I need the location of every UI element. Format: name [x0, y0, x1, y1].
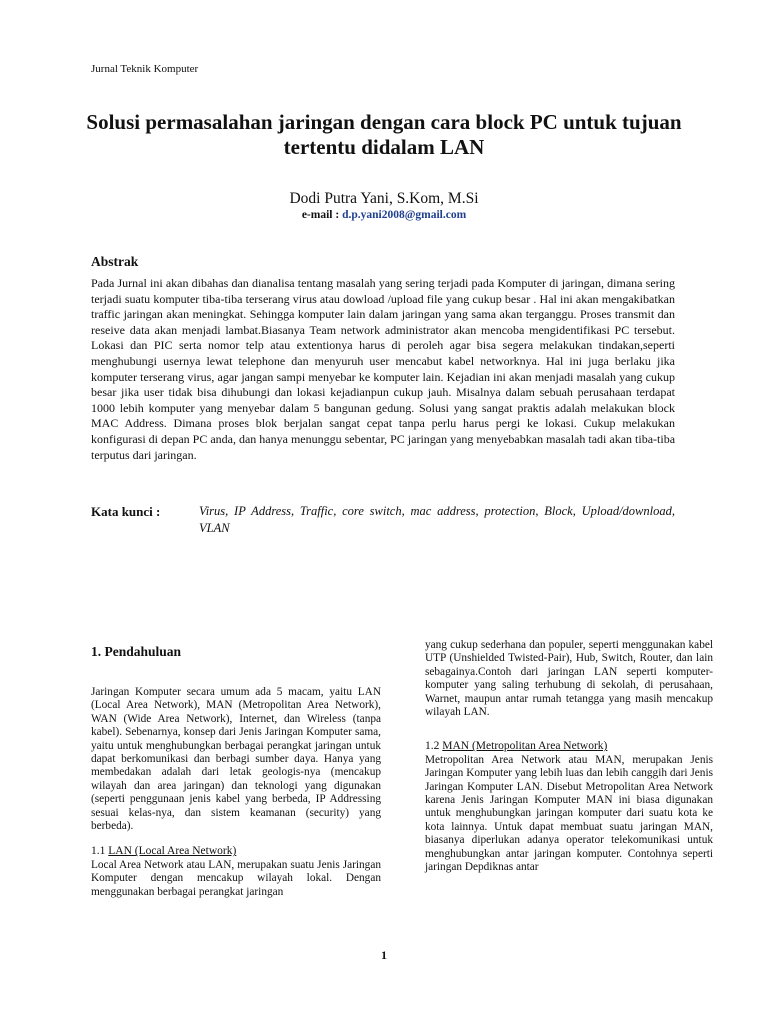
- running-header: Jurnal Teknik Komputer: [91, 63, 199, 75]
- paper-title: Solusi permasalahan jaringan dengan cara block PC untuk tujuan tertentu didalam LAN: [86, 110, 682, 159]
- abstract-body: Pada Jurnal ini akan dibahas dan dianalisa tentang masalah yang sering terjadi pada Komputer di jaringan, dimana sering terjadi suatu komputer tiba-tiba terserang virus atau dowload /upload file yang cukup besar . Hal ini akan mengakibatkan traffic jaringan akan meningkat. Sehingga komputer lain dalam jaringan yang sama akan terganggu. Proses transmit dan reseive data akan menjadi lambat.Biasanya Team network administrator akan mencoba mengidentifikasi PC tersebut. Lokasi dan PIC serta nomor telp atau extentionya harus di peroleh agar bisa segera melakukan tindakan,seperti menghubungi usernya lewat telephone dan menyuruh user mencabut kabel networknya. Hal ini juga berlaku jika komputer terserang virus, agar jangan sampi menyebar ke komputer lain. Kejadian ini akan menjadi masalah yang cukup besar jika user tidak bisa dihubungi dan lokasi kejadianpun cukup jauh. Misalnya dalam sebuah perusahaan terdapat 1000 lebih komputer yang menyebar dalam 5 bangunan gedung. Solusi yang sangat praktis adalah melakukan block MAC Address. Dimana proses blok berjalan sangat cepat tanpa perlu harus pergi ke lokasi. Cukup melakukan konfigurasi di depan PC anda, dan hanya menunggu sebentar, PC jaringan yang menyebabkan masalah tadi akan tiba-tiba terputus dari jaringan.: [91, 276, 676, 462]
- lan-paragraph-part1: Local Area Network atau LAN, merupakan suatu Jenis Jaringan Komputer dengan mencakup wilayah lokal. Dengan menggunakan berbagai perangkat jaringan: [91, 858, 381, 898]
- keywords-label: Kata kunci :: [91, 504, 161, 519]
- subsection-number: 1.2: [425, 740, 440, 753]
- author-email: [60, 208, 708, 222]
- subsection-heading-man: [425, 740, 713, 753]
- email-label: e-mail :: [301, 209, 343, 221]
- subsection-title: MAN (Metropolitan Area Network): [442, 740, 608, 753]
- abstract-heading: Abstrak: [91, 254, 139, 269]
- subsection-heading-lan: [91, 845, 381, 858]
- subsection-title: LAN (Local Area Network): [108, 845, 237, 858]
- left-column: [91, 640, 381, 899]
- author-name: Dodi Putra Yani, S.Kom, M.Si: [289, 190, 479, 207]
- section-heading: 1. Pendahuluan: [91, 644, 182, 659]
- keywords-values: Virus, IP Address, Traffic, core switch, mac address, protection, Block, Upload/download, VLAN: [199, 504, 675, 535]
- page-number: 1: [381, 948, 387, 962]
- man-paragraph: Metropolitan Area Network atau MAN, merupakan Jenis Jaringan Komputer yang lebih luas dan lebih canggih dari Jenis Jaringan Komputer LAN. Disebut Metropolitan Area Network karena Jenis Jaringan Komputer MAN ini biasa digunakan untuk menghubungkan jaringan komputer dari suatu kota ke kota lainnya. Untuk dapat membuat suatu jaringan MAN, biasanya diperlukan adanya operator telekomunikasi untuk menghubungkan antar jaringan komputer. Contohnya seperti jaringan Depdiknas antar: [425, 753, 713, 874]
- section-intro-paragraph: Jaringan Komputer secara umum ada 5 macam, yaitu LAN (Local Area Network), MAN (Metropolitan Area Network), WAN (Wide Area Network), Internet, dan Wireless (tanpa kabel). Sebenarnya, konsep dari Jenis Jaringan Komputer sama, yaitu untuk menghubungkan berbagai perangkat jaringan untuk dapat berkomunikasi dan berbagi sumber daya. Hanya yang membedakan adalah dari letak geologis-nya (mencakup wilayah dan area jaringan) dan teknologi yang digunakan (seperti penggunaan jenis kabel yang berbeda, IP Addressing sesuai kelas-nya, dan sistem keamanan (security) yang berbeda).: [91, 686, 381, 833]
- lan-paragraph-part2: yang cukup sederhana dan populer, seperti menggunakan kabel UTP (Unshielded Twisted-Pair), Hub, Switch, Router, dan lain sebagainya.Contoh dari jaringan LAN seperti komputer-komputer yang saling terhubung di sekolah, di perusahaan, Warnet, maupun antar rumah tetangga yang masih mencakup wilayah LAN.: [425, 639, 713, 719]
- right-column: [425, 639, 713, 875]
- subsection-number: 1.1: [91, 845, 106, 858]
- keywords: [91, 503, 675, 537]
- email-link[interactable]: d.p.yani2008@gmail.com: [342, 209, 467, 221]
